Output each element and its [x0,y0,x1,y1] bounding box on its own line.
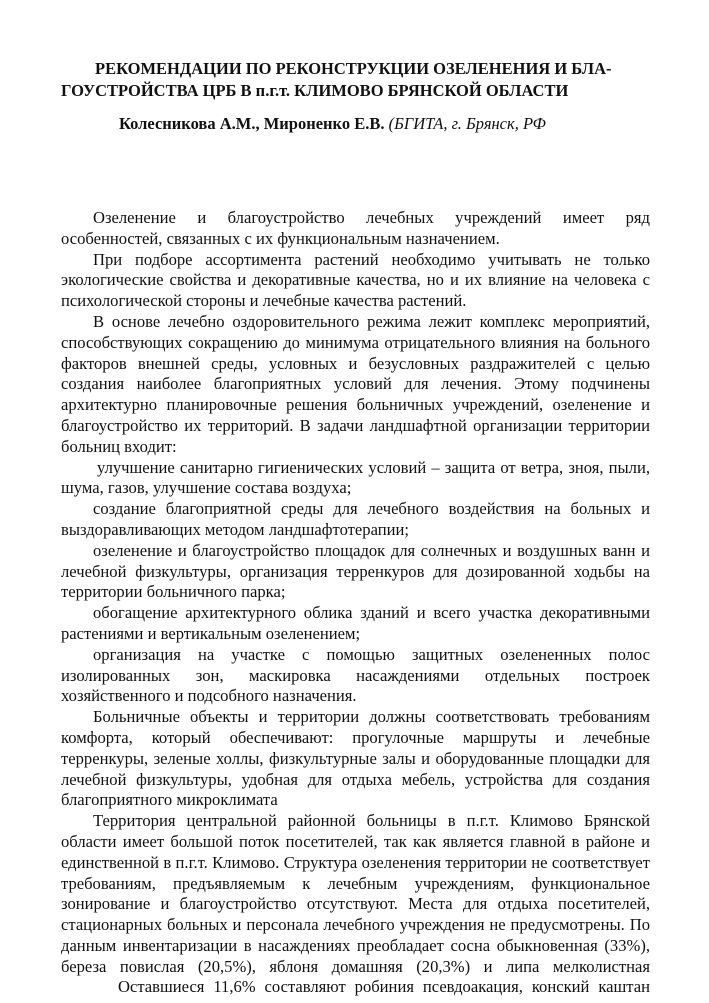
author-names: Колесникова А.М., Мироненко Е.В. [119,114,385,133]
title-line-2: ГОУСТРОЙСТВА ЦРБ В п.г.т. КЛИМОВО БРЯНСКОЙ ОБЛАСТИ [61,81,569,100]
list-item: озеленение и благоустройство площадок для солнечных и воздушных ванн и лечебной физкультуры, организация терренкуров для дозированной ходьбы на территории больничного парка; [61,540,650,602]
list-item: улучшение санитарно гигиенических условий – защита от ветра, зноя, пыли, шума, газов, улучшение состава воздуха; [61,457,650,498]
paragraph: Озеленение и благоустройство лечебных учреждений имеет ряд особенностей, связанных с их функциональным назначением. [61,208,650,248]
affiliation: (БГИТА, г. Брянск, РФ [388,114,546,133]
title-line-1: РЕКОМЕНДАЦИИ ПО РЕКОНСТРУКЦИИ ОЗЕЛЕНЕНИЯ И БЛА- [95,59,612,78]
paragraph-continuation: Оставшиеся 11,6% составляют робиния псевдоакация, конский каштан [118,977,650,997]
list-item: обогащение архитектурного облика зданий и всего участка декоративными растениями и вертикальным озеленением; [61,603,650,643]
article-title [61,58,650,102]
author-line [119,113,546,135]
paragraph: Территория центральной районной больницы в п.г.т. Климово Брянской области имеет большой поток посетителей, так как является главной в районе и единственной в п.г.т. Климово. Структура озеленения территории не соответствует требованиям, предъявляемым к лечебным учреждениям, функциональное зонирование и благоустройство отсутствуют. Места для отдыха посетителей, стационарных больных и персонала лечебного учреждения не предусмотрены. По данным инвентаризации в насаждениях преобладает сосна обыкновенная (33%), береза повислая (20,5%), яблоня домашняя (20,3%) и липа мелколистная [61,811,650,976]
paragraph: При подборе ассортимента растений необходимо учитывать не только экологические свойства и декоративные качества, но и их влияние на человека с психологической стороны и лечебные качества растений. [61,249,650,311]
list-item: создание благоприятной среды для лечебного воздействия на больных и выздоравливающих методом ландшафтотерапии; [61,499,650,539]
paragraph: Больничные объекты и территории должны соответствовать требованиям комфорта, который обеспечивают: прогулочные маршруты и лечебные терренкуры, зеленые холлы, физкультурные залы и оборудованные площадки для лечебной физкультуры, удобная для отдыха мебель, устройства для создания благоприятного микроклимата [61,707,650,810]
paragraph: В основе лечебно оздоровительного режима лежит комплекс мероприятий, способствующих сокращению до минимума отрицательного влияния на больного факторов внешней среды, условных и безусловных раздражителей с целью создания наиболее благоприятных условий для лечения. Этому подчинены архитектурно планировочные решения больничных учреждений, озеленение и благоустройство их территорий. В задачи ландшафтной организации территории больниц входит: [61,311,650,456]
list-item: организация на участке с помощью защитных озелененных полос изолированных зон, маскировка насаждениями отдельных построек хозяйственного и подсобного назначения. [61,644,650,706]
article-body [61,208,650,998]
